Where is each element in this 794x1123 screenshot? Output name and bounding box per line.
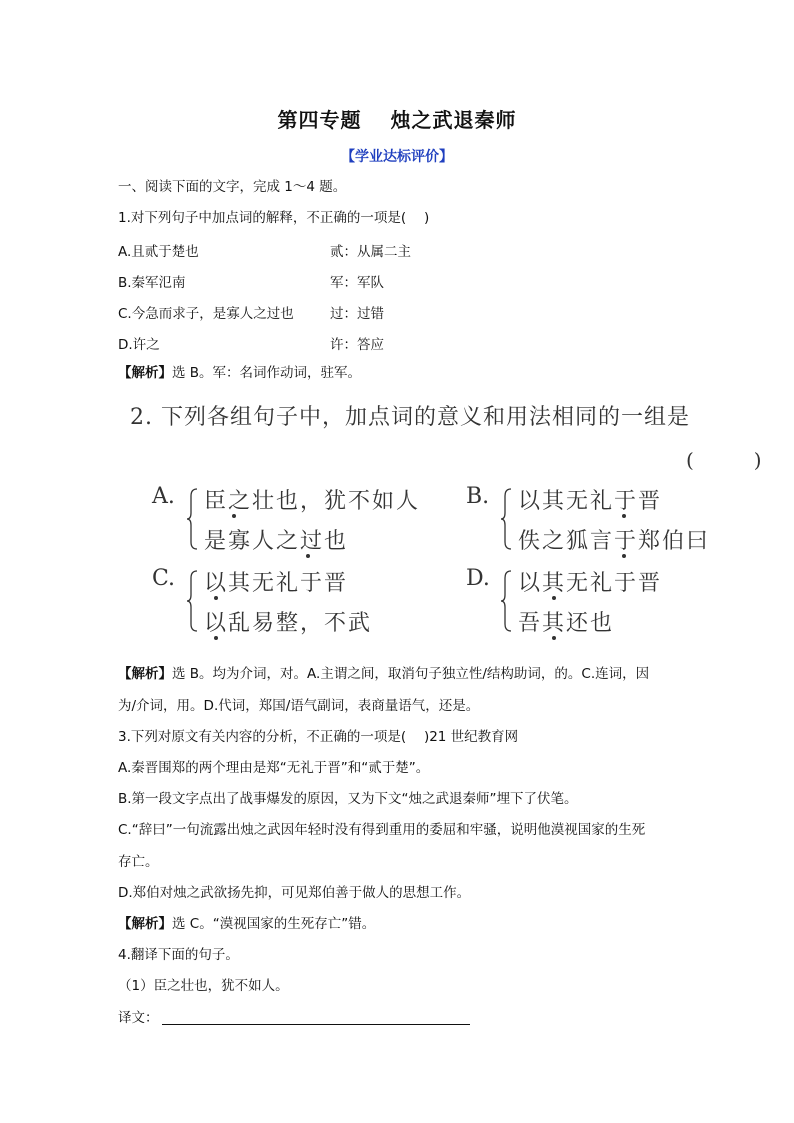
q1-stem: 1.对下列句子中加点词的解释，不正确的一项是( ) [118,210,430,226]
analysis-label: 【解析】 [118,365,172,381]
pair-line-1: 以其无礼于晋 [204,571,349,596]
q1-option-d: D.许之 [118,337,160,353]
q2-analysis-line-1 [118,665,649,683]
emphasis-dot [214,596,218,600]
q3-option-c: C.“辞曰”一句流露出烛之武因年轻时没有得到重用的委屈和牢骚，说明他漠视国家的生死 [118,822,646,838]
pair-line-1: 臣之壮也，犹不如人 [204,489,421,514]
q3-option-d: D.郑伯对烛之武欲扬先抑，可见郑伯善于做人的思想工作。 [118,885,471,901]
emphasis-dot [622,514,626,518]
q3-analysis [118,915,375,933]
q1-option-a-gloss: 贰：从属二主 [330,244,411,260]
q2-answer-paren: ( ) [686,448,762,472]
emphasis-dot [232,514,236,518]
q1-option-c: C.今急而求子，是寡人之过也 [118,306,294,322]
brace-icon [186,488,198,550]
q2-stem: 2. 下列各组句子中，加点词的意义和用法相同的一组是 [130,405,690,430]
analysis-text: 选 C。“漠视国家的生死存亡”错。 [172,916,376,932]
q3-option-a: A.秦晋围郑的两个理由是郑“无礼于晋”和“贰于楚”。 [118,760,430,776]
emphasis-dot [214,636,218,640]
q4-answer-label: 译文： [118,1010,159,1026]
emphasis-dot [552,636,556,640]
q3-option-b: B.第一段文字点出了战事爆发的原因，又为下文“烛之武退秦师”埋下了伏笔。 [118,791,578,807]
section-instruction: 一、阅读下面的文字，完成 1～4 题。 [118,179,347,195]
pair-line-1: 以其无礼于晋 [518,571,663,596]
emphasis-dot [306,554,310,558]
pair-line-2: 吾其还也 [518,611,615,636]
pair-line-2: 是寡人之过也 [204,529,349,554]
page-title: 第四专题 烛之武退秦师 [277,108,517,132]
section-subtitle: 【学业达标评价】 [341,149,453,165]
pair-letter: A. [152,484,175,509]
q1-option-b-gloss: 军：军队 [330,275,384,291]
q2-analysis-line-2: 为/介词，用。D.代词，郑国/语气副词，表商量语气，还是。 [118,698,480,714]
q3-stem: 3.下列对原文有关内容的分析，不正确的一项是( )21 世纪教育网 [118,729,519,745]
pair-letter: B. [466,484,490,509]
q1-option-b: B.秦军氾南 [118,275,186,291]
pair-line-2: 佚之狐言于郑伯曰 [518,529,711,554]
answer-blank-line[interactable] [162,1024,470,1025]
pair-letter: C. [152,566,176,591]
q4-item-1: （1）臣之壮也，犹不如人。 [118,978,289,994]
brace-icon [500,488,512,550]
pair-letter: D. [466,566,490,591]
analysis-text: 选 B。军：名词作动词，驻军。 [172,365,362,381]
q1-option-c-gloss: 过：过错 [330,306,384,322]
pair-line-2: 以乱易整，不武 [204,611,373,636]
emphasis-dot [622,554,626,558]
q1-analysis [118,364,361,382]
analysis-label: 【解析】 [118,916,172,932]
emphasis-dot [552,596,556,600]
q3-option-c-cont: 存亡。 [118,854,159,870]
brace-icon [186,570,198,632]
q1-option-d-gloss: 许：答应 [330,337,384,353]
brace-icon [500,570,512,632]
q1-option-a: A.且贰于楚也 [118,244,199,260]
analysis-text: 选 B。均为介词，对。A.主谓之间，取消句子独立性/结构助词，的。C.连词，因 [172,666,650,682]
pair-line-1: 以其无礼于晋 [518,489,663,514]
analysis-label: 【解析】 [118,666,172,682]
q4-stem: 4.翻译下面的句子。 [118,947,239,963]
